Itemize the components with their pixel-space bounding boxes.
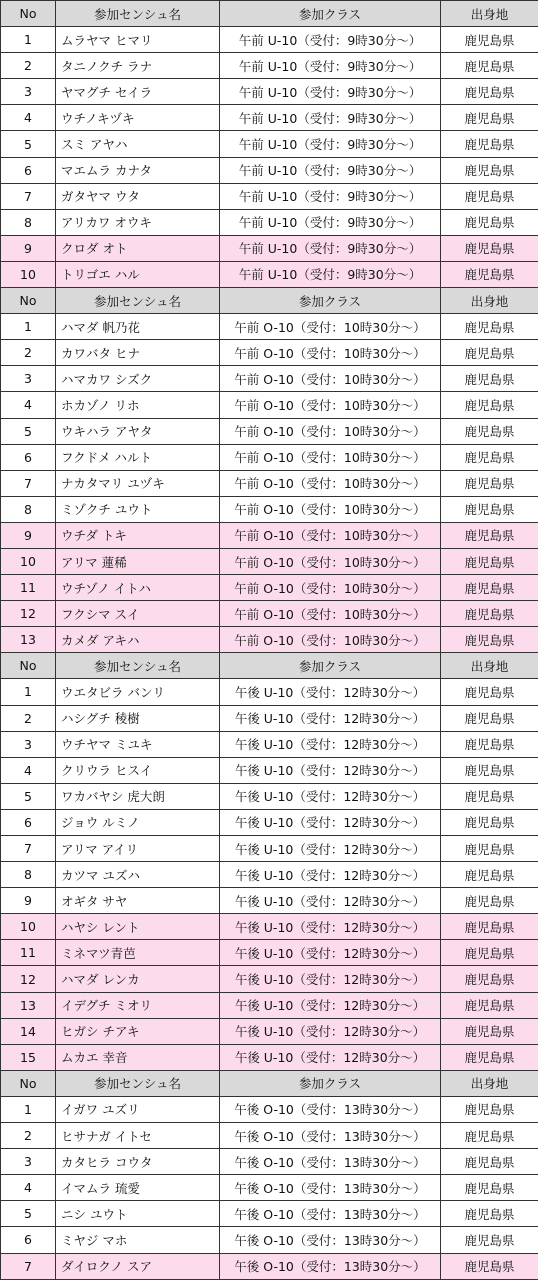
- participant-name: ハシグチ 稜樹: [56, 705, 220, 731]
- participant-name: ミネマツ青芭: [56, 940, 220, 966]
- participant-class: 午後 U-10（受付：12時30分〜）: [220, 679, 441, 705]
- participant-class: 午前 O-10（受付：10時30分〜）: [220, 444, 441, 470]
- header-class: 参加クラス: [220, 1, 441, 27]
- table-row: [1, 757, 538, 783]
- table-row: [1, 470, 538, 496]
- row-number: 1: [1, 314, 56, 340]
- participant-class: 午後 O-10（受付：13時30分〜）: [220, 1175, 441, 1201]
- table-row: [1, 183, 538, 209]
- participant-class: 午後 O-10（受付：13時30分〜）: [220, 1253, 441, 1279]
- participant-class: 午前 O-10（受付：10時30分〜）: [220, 340, 441, 366]
- table-header-row: [1, 1, 538, 27]
- table-row: [1, 966, 538, 992]
- table-row: [1, 731, 538, 757]
- table-row: [1, 575, 538, 601]
- table-row: [1, 1018, 538, 1044]
- participant-class: 午前 O-10（受付：10時30分〜）: [220, 392, 441, 418]
- row-number: 12: [1, 966, 56, 992]
- participant-name: カタヒラ コウタ: [56, 1149, 220, 1175]
- row-number: 2: [1, 340, 56, 366]
- participant-prefecture: 鹿児島県: [441, 53, 538, 79]
- row-number: 2: [1, 1123, 56, 1149]
- header-no: No: [1, 1, 56, 27]
- participant-class: 午前 U-10（受付：9時30分〜）: [220, 209, 441, 235]
- participant-prefecture: 鹿児島県: [441, 1018, 538, 1044]
- participant-class: 午前 U-10（受付：9時30分〜）: [220, 235, 441, 261]
- row-number: 13: [1, 627, 56, 653]
- participant-name: イガワ ユズリ: [56, 1096, 220, 1122]
- table-row: [1, 705, 538, 731]
- header-name: 参加センシュ名: [56, 1, 220, 27]
- participant-name: ヒサナガ イトセ: [56, 1123, 220, 1149]
- participant-name: ムカエ 幸音: [56, 1044, 220, 1070]
- participant-name: タニノクチ ラナ: [56, 53, 220, 79]
- participant-name: ヤマグチ セイラ: [56, 79, 220, 105]
- row-number: 9: [1, 235, 56, 261]
- table-row: [1, 914, 538, 940]
- participant-name: トリゴエ ハル: [56, 261, 220, 287]
- row-number: 1: [1, 1096, 56, 1122]
- row-number: 15: [1, 1044, 56, 1070]
- participant-name: ウチゾノ イトハ: [56, 575, 220, 601]
- participant-class: 午前 U-10（受付：9時30分〜）: [220, 53, 441, 79]
- participant-class: 午前 U-10（受付：9時30分〜）: [220, 79, 441, 105]
- table-row: [1, 444, 538, 470]
- participant-prefecture: 鹿児島県: [441, 444, 538, 470]
- participant-class: 午後 O-10（受付：13時30分〜）: [220, 1123, 441, 1149]
- header-pref: 出身地: [441, 1070, 538, 1096]
- participant-name: ハマダ レンカ: [56, 966, 220, 992]
- table-row: [1, 809, 538, 835]
- row-number: 3: [1, 79, 56, 105]
- row-number: 4: [1, 757, 56, 783]
- participant-name: アリカワ オウキ: [56, 209, 220, 235]
- header-class: 参加クラス: [220, 653, 441, 679]
- header-no: No: [1, 1070, 56, 1096]
- row-number: 5: [1, 783, 56, 809]
- participant-name: ジョウ ルミノ: [56, 809, 220, 835]
- row-number: 11: [1, 575, 56, 601]
- participant-name: クリウラ ヒスイ: [56, 757, 220, 783]
- table-row: [1, 340, 538, 366]
- participant-prefecture: 鹿児島県: [441, 157, 538, 183]
- participant-name: クロダ オト: [56, 235, 220, 261]
- participant-name: ハマダ 帆乃花: [56, 314, 220, 340]
- table-row: [1, 1175, 538, 1201]
- participant-class: 午前 O-10（受付：10時30分〜）: [220, 496, 441, 522]
- participant-name: スミ アヤハ: [56, 131, 220, 157]
- participant-prefecture: 鹿児島県: [441, 1175, 538, 1201]
- row-number: 2: [1, 53, 56, 79]
- participant-prefecture: 鹿児島県: [441, 548, 538, 574]
- participant-class: 午前 O-10（受付：10時30分〜）: [220, 314, 441, 340]
- participant-class: 午後 U-10（受付：12時30分〜）: [220, 705, 441, 731]
- participant-name: ガタヤマ ウタ: [56, 183, 220, 209]
- participant-class: 午後 U-10（受付：12時30分〜）: [220, 757, 441, 783]
- row-number: 3: [1, 731, 56, 757]
- table-row: [1, 940, 538, 966]
- row-number: 4: [1, 392, 56, 418]
- table-row: [1, 235, 538, 261]
- table-header-row: [1, 653, 538, 679]
- row-number: 13: [1, 992, 56, 1018]
- participant-class: 午前 U-10（受付：9時30分〜）: [220, 131, 441, 157]
- table-row: [1, 392, 538, 418]
- table-row: [1, 836, 538, 862]
- table-row: [1, 1123, 538, 1149]
- participant-name: ムラヤマ ヒマリ: [56, 27, 220, 53]
- row-number: 10: [1, 261, 56, 287]
- table-row: [1, 679, 538, 705]
- table-row: [1, 1201, 538, 1227]
- table-row: [1, 601, 538, 627]
- participant-class: 午後 U-10（受付：12時30分〜）: [220, 731, 441, 757]
- participant-name: フクシマ スイ: [56, 601, 220, 627]
- participant-prefecture: 鹿児島県: [441, 209, 538, 235]
- participant-class: 午前 U-10（受付：9時30分〜）: [220, 183, 441, 209]
- participant-class: 午前 O-10（受付：10時30分〜）: [220, 418, 441, 444]
- table-row: [1, 496, 538, 522]
- participant-class: 午後 U-10（受付：12時30分〜）: [220, 940, 441, 966]
- participant-prefecture: 鹿児島県: [441, 705, 538, 731]
- participant-prefecture: 鹿児島県: [441, 783, 538, 809]
- participant-class: 午前 O-10（受付：10時30分〜）: [220, 366, 441, 392]
- participant-prefecture: 鹿児島県: [441, 992, 538, 1018]
- participant-class: 午後 U-10（受付：12時30分〜）: [220, 888, 441, 914]
- header-name: 参加センシュ名: [56, 653, 220, 679]
- table-row: [1, 209, 538, 235]
- table-header-row: [1, 1070, 538, 1096]
- table-header-row: [1, 288, 538, 314]
- participant-prefecture: 鹿児島県: [441, 1201, 538, 1227]
- participant-prefecture: 鹿児島県: [441, 1253, 538, 1279]
- table-row: [1, 783, 538, 809]
- row-number: 5: [1, 131, 56, 157]
- row-number: 6: [1, 809, 56, 835]
- participant-name: ウキハラ アヤタ: [56, 418, 220, 444]
- participant-class: 午前 U-10（受付：9時30分〜）: [220, 157, 441, 183]
- header-name: 参加センシュ名: [56, 288, 220, 314]
- table-row: [1, 157, 538, 183]
- header-pref: 出身地: [441, 288, 538, 314]
- participant-prefecture: 鹿児島県: [441, 366, 538, 392]
- participant-prefecture: 鹿児島県: [441, 470, 538, 496]
- participant-name: アリマ アイリ: [56, 836, 220, 862]
- table-row: [1, 1044, 538, 1070]
- participant-class: 午後 O-10（受付：13時30分〜）: [220, 1096, 441, 1122]
- row-number: 12: [1, 601, 56, 627]
- participant-class: 午後 U-10（受付：12時30分〜）: [220, 783, 441, 809]
- participant-prefecture: 鹿児島県: [441, 522, 538, 548]
- row-number: 6: [1, 1227, 56, 1253]
- row-number: 6: [1, 157, 56, 183]
- table-row: [1, 105, 538, 131]
- participant-class: 午後 U-10（受付：12時30分〜）: [220, 966, 441, 992]
- participant-class: 午後 U-10（受付：12時30分〜）: [220, 836, 441, 862]
- participant-class: 午後 O-10（受付：13時30分〜）: [220, 1227, 441, 1253]
- row-number: 6: [1, 444, 56, 470]
- participant-name: アリマ 蓮稀: [56, 548, 220, 574]
- participant-prefecture: 鹿児島県: [441, 105, 538, 131]
- participant-name: ナカタマリ ユヅキ: [56, 470, 220, 496]
- participant-class: 午後 O-10（受付：13時30分〜）: [220, 1201, 441, 1227]
- participant-prefecture: 鹿児島県: [441, 809, 538, 835]
- participant-prefecture: 鹿児島県: [441, 496, 538, 522]
- participant-name: カメダ アキハ: [56, 627, 220, 653]
- row-number: 3: [1, 1149, 56, 1175]
- row-number: 10: [1, 914, 56, 940]
- participant-class: 午前 O-10（受付：10時30分〜）: [220, 548, 441, 574]
- participant-class: 午前 O-10（受付：10時30分〜）: [220, 522, 441, 548]
- row-number: 5: [1, 418, 56, 444]
- row-number: 7: [1, 183, 56, 209]
- participant-prefecture: 鹿児島県: [441, 235, 538, 261]
- participant-prefecture: 鹿児島県: [441, 679, 538, 705]
- participant-class: 午前 O-10（受付：10時30分〜）: [220, 470, 441, 496]
- row-number: 4: [1, 105, 56, 131]
- row-number: 9: [1, 888, 56, 914]
- table-row: [1, 79, 538, 105]
- header-class: 参加クラス: [220, 288, 441, 314]
- participant-name: マエムラ カナタ: [56, 157, 220, 183]
- participant-class: 午後 U-10（受付：12時30分〜）: [220, 1044, 441, 1070]
- participant-prefecture: 鹿児島県: [441, 1149, 538, 1175]
- participant-prefecture: 鹿児島県: [441, 79, 538, 105]
- row-number: 10: [1, 548, 56, 574]
- table-row: [1, 992, 538, 1018]
- participant-prefecture: 鹿児島県: [441, 1096, 538, 1122]
- participant-prefecture: 鹿児島県: [441, 340, 538, 366]
- row-number: 11: [1, 940, 56, 966]
- participant-prefecture: 鹿児島県: [441, 314, 538, 340]
- participant-prefecture: 鹿児島県: [441, 757, 538, 783]
- row-number: 5: [1, 1201, 56, 1227]
- participant-name: イデグチ ミオリ: [56, 992, 220, 1018]
- participant-name: フクドメ ハルト: [56, 444, 220, 470]
- participant-class: 午後 U-10（受付：12時30分〜）: [220, 862, 441, 888]
- table-row: [1, 1253, 538, 1279]
- participant-name: ヒガシ チアキ: [56, 1018, 220, 1044]
- table-row: [1, 366, 538, 392]
- participant-name: ウチノキヅキ: [56, 105, 220, 131]
- participant-prefecture: 鹿児島県: [441, 836, 538, 862]
- row-number: 8: [1, 209, 56, 235]
- row-number: 1: [1, 679, 56, 705]
- participant-prefecture: 鹿児島県: [441, 392, 538, 418]
- header-name: 参加センシュ名: [56, 1070, 220, 1096]
- participant-name: ハヤシ レント: [56, 914, 220, 940]
- participant-prefecture: 鹿児島県: [441, 183, 538, 209]
- participant-name: ダイロクノ スア: [56, 1253, 220, 1279]
- table-row: [1, 27, 538, 53]
- participant-name: オギタ サヤ: [56, 888, 220, 914]
- row-number: 7: [1, 1253, 56, 1279]
- table-row: [1, 548, 538, 574]
- participant-prefecture: 鹿児島県: [441, 131, 538, 157]
- row-number: 8: [1, 496, 56, 522]
- participant-name: ハマカワ シズク: [56, 366, 220, 392]
- participant-name: ホカゾノ リホ: [56, 392, 220, 418]
- row-number: 2: [1, 705, 56, 731]
- row-number: 8: [1, 862, 56, 888]
- participant-prefecture: 鹿児島県: [441, 940, 538, 966]
- participant-prefecture: 鹿児島県: [441, 914, 538, 940]
- header-class: 参加クラス: [220, 1070, 441, 1096]
- row-number: 14: [1, 1018, 56, 1044]
- participant-prefecture: 鹿児島県: [441, 966, 538, 992]
- table-row: [1, 627, 538, 653]
- participant-class: 午前 O-10（受付：10時30分〜）: [220, 575, 441, 601]
- row-number: 3: [1, 366, 56, 392]
- participant-prefecture: 鹿児島県: [441, 888, 538, 914]
- row-number: 7: [1, 470, 56, 496]
- participant-class: 午前 U-10（受付：9時30分〜）: [220, 261, 441, 287]
- header-pref: 出身地: [441, 653, 538, 679]
- participant-class: 午後 U-10（受付：12時30分〜）: [220, 992, 441, 1018]
- participant-class: 午前 O-10（受付：10時30分〜）: [220, 601, 441, 627]
- participant-class: 午後 O-10（受付：13時30分〜）: [220, 1149, 441, 1175]
- table-row: [1, 862, 538, 888]
- participant-class: 午後 U-10（受付：12時30分〜）: [220, 809, 441, 835]
- table-row: [1, 261, 538, 287]
- participant-name: ウチダ トキ: [56, 522, 220, 548]
- participant-class: 午後 U-10（受付：12時30分〜）: [220, 914, 441, 940]
- table-row: [1, 53, 538, 79]
- participant-prefecture: 鹿児島県: [441, 601, 538, 627]
- table-row: [1, 888, 538, 914]
- participant-prefecture: 鹿児島県: [441, 731, 538, 757]
- participant-prefecture: 鹿児島県: [441, 862, 538, 888]
- table-row: [1, 314, 538, 340]
- table-row: [1, 1149, 538, 1175]
- table-row: [1, 418, 538, 444]
- participant-prefecture: 鹿児島県: [441, 27, 538, 53]
- row-number: 4: [1, 1175, 56, 1201]
- participant-name: ミヤジ マホ: [56, 1227, 220, 1253]
- participant-name: ニシ ユウト: [56, 1201, 220, 1227]
- participant-name: イマムラ 琉愛: [56, 1175, 220, 1201]
- header-pref: 出身地: [441, 1, 538, 27]
- header-no: No: [1, 653, 56, 679]
- header-no: No: [1, 288, 56, 314]
- table-row: [1, 1096, 538, 1122]
- participant-prefecture: 鹿児島県: [441, 1227, 538, 1253]
- participant-class: 午前 O-10（受付：10時30分〜）: [220, 627, 441, 653]
- participant-prefecture: 鹿児島県: [441, 1123, 538, 1149]
- participant-table-body: [1, 1, 538, 1280]
- participant-class: 午前 U-10（受付：9時30分〜）: [220, 105, 441, 131]
- participant-prefecture: 鹿児島県: [441, 261, 538, 287]
- participant-prefecture: 鹿児島県: [441, 418, 538, 444]
- row-number: 1: [1, 27, 56, 53]
- table-row: [1, 522, 538, 548]
- table-row: [1, 1227, 538, 1253]
- participant-name: ウチヤマ ミユキ: [56, 731, 220, 757]
- participant-name: カワバタ ヒナ: [56, 340, 220, 366]
- participant-class: 午前 U-10（受付：9時30分〜）: [220, 27, 441, 53]
- participant-prefecture: 鹿児島県: [441, 627, 538, 653]
- table-row: [1, 131, 538, 157]
- participant-prefecture: 鹿児島県: [441, 1044, 538, 1070]
- participant-name: ワカバヤシ 虎大朗: [56, 783, 220, 809]
- row-number: 7: [1, 836, 56, 862]
- participant-prefecture: 鹿児島県: [441, 575, 538, 601]
- participant-class: 午後 U-10（受付：12時30分〜）: [220, 1018, 441, 1044]
- participant-name: ミゾクチ ユウト: [56, 496, 220, 522]
- row-number: 9: [1, 522, 56, 548]
- participant-name: カツマ ユズハ: [56, 862, 220, 888]
- participant-name: ウエタビラ バンリ: [56, 679, 220, 705]
